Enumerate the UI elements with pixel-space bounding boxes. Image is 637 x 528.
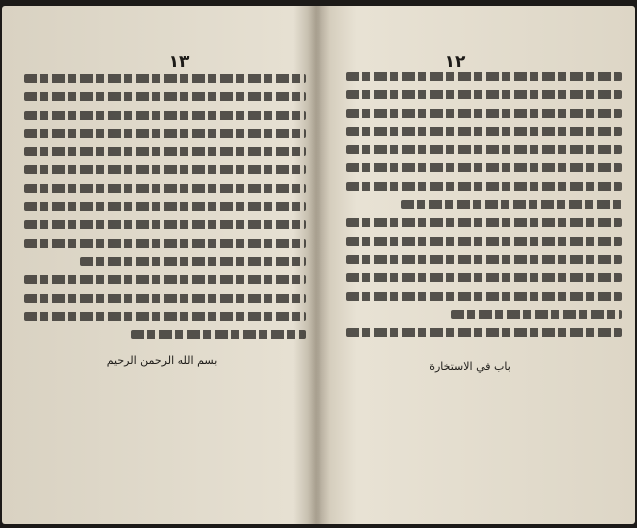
text-line (24, 294, 306, 303)
text-line (80, 257, 306, 266)
text-line (346, 292, 622, 301)
text-line (346, 109, 622, 118)
left-page-number: ١٣ (168, 52, 190, 72)
right-page (320, 6, 635, 524)
text-line (451, 310, 622, 319)
text-line (24, 92, 306, 101)
left-page (2, 6, 320, 524)
text-line (24, 111, 306, 120)
text-line (346, 182, 622, 191)
text-line (346, 163, 622, 172)
text-line (346, 237, 622, 246)
left-text-block (24, 74, 306, 348)
left-heading: بسم الله الرحمن الرحيم (106, 354, 218, 367)
text-line (24, 74, 306, 83)
text-line (346, 90, 622, 99)
text-line (24, 184, 306, 193)
text-line (24, 239, 306, 248)
text-line (346, 72, 622, 81)
text-line (24, 147, 306, 156)
text-line (131, 330, 306, 339)
text-line (24, 129, 306, 138)
text-line (24, 275, 306, 284)
text-line (346, 218, 622, 227)
text-line (24, 165, 306, 174)
text-line (401, 200, 622, 209)
text-line (346, 255, 622, 264)
book-spread (2, 6, 635, 524)
right-page-number: ١٢ (444, 52, 466, 72)
text-line (346, 127, 622, 136)
text-line (24, 220, 306, 229)
text-line (346, 328, 622, 337)
text-line (346, 273, 622, 282)
right-heading: باب في الاستخارة (429, 360, 511, 373)
text-line (346, 145, 622, 154)
text-line (24, 312, 306, 321)
text-line (24, 202, 306, 211)
right-text-block (346, 72, 622, 346)
